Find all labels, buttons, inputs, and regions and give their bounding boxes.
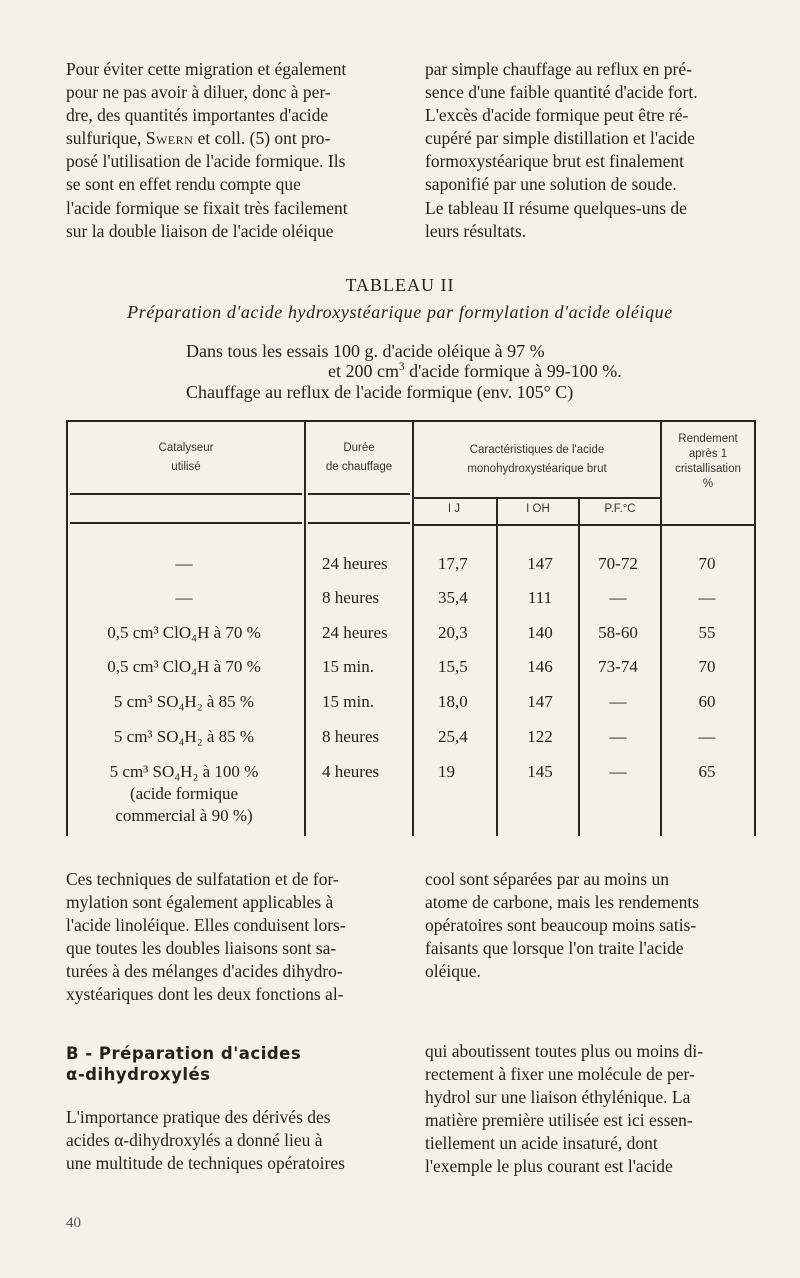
header-line: après 1 <box>688 448 728 460</box>
cell-catalyst: 5 cm³ SO₄H₂ à 85 % <box>113 692 255 711</box>
text-line: cupéré par simple distillation et l'acide <box>425 128 695 149</box>
table-right-border <box>754 420 756 836</box>
text-line: mylation sont également applicables à <box>66 892 334 913</box>
table-header-rule <box>308 493 410 495</box>
cell-melting-point: 73-74 <box>598 657 638 676</box>
section-heading-line: α-dihydroxylés <box>66 1065 211 1084</box>
text-line: que toutes les doubles liaisons sont sa- <box>66 938 337 959</box>
text-line: xystéariques dont les deux fonctions al- <box>66 984 344 1005</box>
cell-yield: — <box>698 588 716 607</box>
section-heading-line: B - Préparation d'acides <box>66 1044 302 1063</box>
text-line: Le tableau II résume quelques-uns de <box>425 197 687 218</box>
bottom-left-paragraph <box>66 868 374 1007</box>
cell-yield: — <box>698 727 716 746</box>
cell-duration: 15 min. <box>322 657 374 676</box>
cell-catalyst: — <box>175 588 193 607</box>
top-right-paragraph <box>425 58 763 243</box>
text-line: l'acide formique se fixait très facilement <box>66 197 348 218</box>
table-condition-line: Chauffage au reflux de l'acide formique (env. 105° C) <box>186 382 574 402</box>
cell-melting-point: 58-60 <box>598 623 638 642</box>
text-span: d'acide formique à 99-100 %. <box>404 361 622 381</box>
table-top-rule <box>66 420 756 422</box>
text-line: posé l'utilisation de l'acide formique. Ils <box>66 151 346 172</box>
header-line: Rendement <box>678 433 738 445</box>
cell-iodine-index: 15,5 <box>438 657 468 676</box>
cell-iodine-index: 35,4 <box>438 588 468 607</box>
text-line: matière première utilisée est ici essen- <box>425 1110 693 1131</box>
header-line: Caractéristiques de l'acide <box>469 444 605 456</box>
text-line: qui aboutissent toutes plus ou moins di- <box>425 1041 704 1061</box>
text-line: Pour éviter cette migration et également <box>66 59 347 79</box>
cell-hydroxyl-index: 122 <box>527 727 553 746</box>
header-line: % <box>702 478 714 490</box>
header-hydroxyl-index: I OH <box>526 503 550 515</box>
text-line: leurs résultats. <box>425 220 527 241</box>
text-line: oléique. <box>425 961 481 982</box>
bottom-right-paragraph <box>425 868 763 983</box>
header-line: cristallisation <box>675 463 741 475</box>
text-line: se sont en effet rendu compte que <box>66 174 301 195</box>
cell-hydroxyl-index: 147 <box>527 692 553 711</box>
table-header-rule <box>70 493 302 495</box>
cell-duration: 24 heures <box>322 554 388 573</box>
text-span: et coll. (5) ont pro- <box>193 128 331 149</box>
cell-catalyst: — <box>175 554 193 573</box>
table-column-divider <box>304 420 306 836</box>
page-number: 40 <box>66 1215 81 1231</box>
cell-catalyst: 5 cm³ SO₄H₂ à 100 % <box>109 762 259 781</box>
text-line: sur la double liaison de l'acide oléique <box>66 220 334 241</box>
cell-iodine-index: 19 <box>438 762 455 781</box>
text-line: hydrol sur une liaison éthylénique. La <box>425 1087 691 1108</box>
table-header-rule <box>70 522 302 524</box>
header-line: utilisé <box>171 461 201 473</box>
text-span: et 200 cm <box>328 361 399 381</box>
cell-melting-point: 70-72 <box>598 554 638 573</box>
table-header-rule <box>412 524 754 526</box>
section-heading <box>66 1043 301 1085</box>
text-line: opératoires sont beaucoup moins satis- <box>425 915 697 936</box>
cell-yield: 70 <box>698 657 716 676</box>
cell-duration: 24 heures <box>322 623 388 642</box>
cell-duration: 15 min. <box>322 692 374 711</box>
text-line: acides α-dihydroxylés a donné lieu à <box>66 1130 323 1151</box>
table-column-divider <box>412 420 414 836</box>
text-line: sence d'une faible quantité d'acide fort. <box>425 82 698 103</box>
text-line: dre, des quantités importantes d'acide <box>66 105 329 126</box>
cell-yield: 60 <box>698 692 716 711</box>
author-name: Swern <box>145 128 194 149</box>
cell-hydroxyl-index: 140 <box>527 623 553 642</box>
cell-iodine-index: 17,7 <box>438 554 468 573</box>
text-span: sulfurique, <box>66 128 142 149</box>
header-catalyst <box>70 439 302 477</box>
cell-catalyst: 0,5 cm³ ClO₄H à 70 % <box>107 623 261 642</box>
cell-duration: 8 heures <box>322 727 380 746</box>
cell-catalyst: 0,5 cm³ ClO₄H à 70 % <box>107 657 261 676</box>
cell-catalyst-note: commercial à 90 %) <box>115 806 253 825</box>
header-line: monohydroxystéarique brut <box>467 463 607 475</box>
header-line: Catalyseur <box>158 442 214 454</box>
text-line: par simple chauffage au reflux en pré- <box>425 59 692 79</box>
text-line: L'excès d'acide formique peut être ré- <box>425 105 689 126</box>
section-left-paragraph <box>66 1106 374 1175</box>
cell-hydroxyl-index: 146 <box>527 657 553 676</box>
section-right-paragraph <box>425 1040 763 1179</box>
text-line: atome de carbone, mais les rendements <box>425 892 700 913</box>
cell-iodine-index: 20,3 <box>438 623 468 642</box>
cell-melting-point: — <box>609 692 627 711</box>
cell-catalyst-note: (acide formique <box>129 784 239 803</box>
cell-duration: 4 heures <box>322 762 380 781</box>
text-line: Ces techniques de sulfatation et de for- <box>66 869 339 889</box>
cell-hydroxyl-index: 145 <box>527 762 553 781</box>
text-line: formoxystéarique brut est finalement <box>425 151 685 172</box>
header-line: Durée <box>343 442 375 454</box>
top-left-paragraph <box>66 58 374 243</box>
text-line: L'importance pratique des dérivés des <box>66 1107 331 1127</box>
text-line: pour ne pas avoir à diluer, donc à per- <box>66 82 331 103</box>
text-line: saponifié par une solution de soude. <box>425 174 677 195</box>
header-characteristics <box>414 441 660 479</box>
header-line: de chauffage <box>325 461 393 473</box>
text-line: tiellement un acide insaturé, dont <box>425 1133 658 1154</box>
header-iodine-index: I J <box>447 503 461 515</box>
cell-melting-point: — <box>609 727 627 746</box>
text-line: faisants que lorsque l'on traite l'acide <box>425 938 684 959</box>
cell-yield: 65 <box>698 762 716 781</box>
superscript: 3 <box>398 361 405 373</box>
table-title: TABLEAU II <box>345 275 455 295</box>
table-condition-line: Dans tous les essais 100 g. d'acide oléique à 97 % <box>186 341 545 361</box>
text-line <box>66 127 374 150</box>
table-header-rule <box>308 522 410 524</box>
cell-hydroxyl-index: 111 <box>527 588 553 607</box>
text-line: une multitude de techniques opératoires <box>66 1153 345 1174</box>
header-duration <box>306 439 412 477</box>
cell-melting-point: — <box>609 762 627 781</box>
text-line: turées à des mélanges d'acides dihydro- <box>66 961 343 982</box>
cell-catalyst: 5 cm³ SO₄H₂ à 85 % <box>113 727 255 746</box>
text-line: cool sont séparées par au moins un <box>425 869 669 889</box>
table-condition-line <box>328 360 622 382</box>
header-yield <box>662 432 754 492</box>
cell-melting-point: — <box>609 588 627 607</box>
table-column-divider <box>496 498 498 836</box>
text-line: rectement à fixer une molécule de per- <box>425 1064 695 1085</box>
cell-iodine-index: 18,0 <box>438 692 468 711</box>
cell-hydroxyl-index: 147 <box>527 554 553 573</box>
text-line: l'exemple le plus courant est l'acide <box>425 1156 673 1177</box>
table-subheader-rule <box>412 497 660 499</box>
cell-yield: 70 <box>698 554 716 573</box>
cell-yield: 55 <box>698 623 716 642</box>
cell-duration: 8 heures <box>322 588 380 607</box>
header-melting-point: P.F.°C <box>604 503 636 515</box>
cell-iodine-index: 25,4 <box>438 727 468 746</box>
text-line: l'acide linoléique. Elles conduisent lors- <box>66 915 346 936</box>
table-subtitle: Préparation d'acide hydroxystéarique par formylation d'acide oléique <box>127 302 673 322</box>
